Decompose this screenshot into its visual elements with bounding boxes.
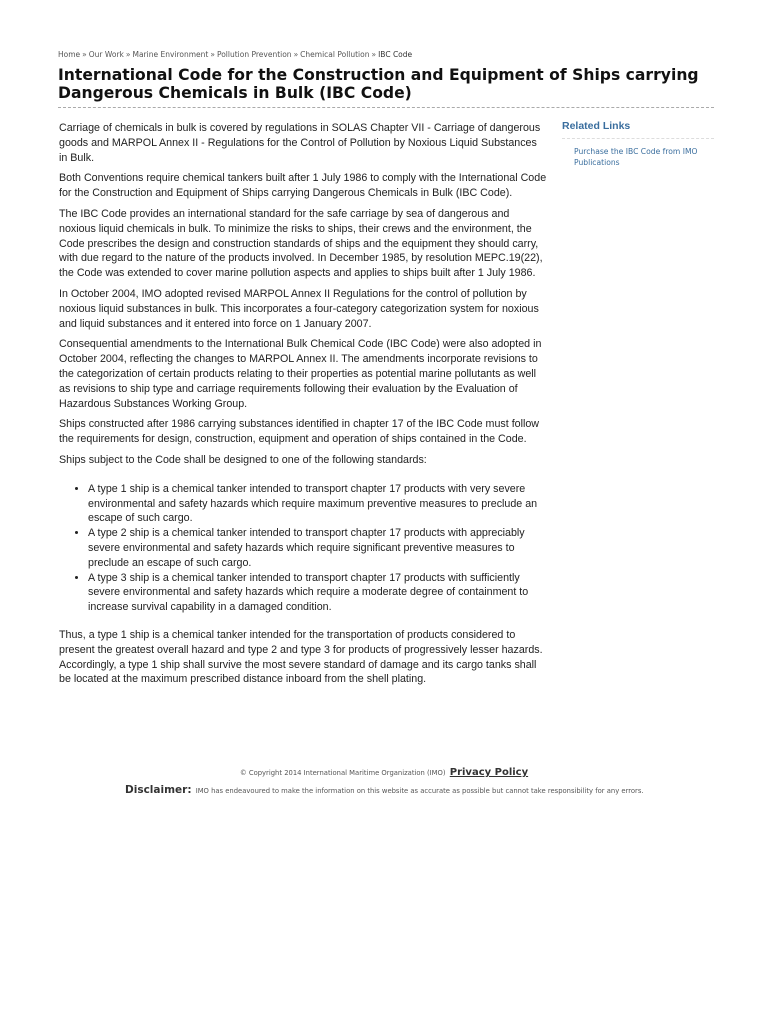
breadcrumb-link-chemical-pollution[interactable]: Chemical Pollution [300, 50, 370, 59]
privacy-policy-link[interactable]: Privacy Policy [449, 767, 529, 778]
breadcrumb-separator: » [82, 50, 87, 59]
breadcrumb-link-our-work[interactable]: Our Work [88, 50, 124, 59]
related-link-purchase-ibc-code[interactable]: Purchase the IBC Code from IMO Publications [574, 147, 698, 167]
ship-type-list [59, 482, 547, 615]
related-links-heading: Related Links [562, 120, 714, 139]
main-content [59, 121, 547, 693]
breadcrumb [58, 50, 412, 59]
paragraph: Both Conventions require chemical tankers built after 1 July 1986 to comply with the International Code for the Construction and Equipment of Ships carrying Dangerous Chemicals in Bulk (IBC Code). [59, 172, 547, 200]
breadcrumb-current: IBC Code [378, 50, 413, 59]
breadcrumb-separator: » [371, 50, 377, 59]
list-item: • A type 2 ship is a chemical tanker intended to transport chapter 17 products with appreciably severe environmental and safety hazards which require significant preventive measures to preclude an escape of such cargo. [88, 526, 547, 570]
footer-copyright [0, 767, 768, 778]
paragraph: Ships constructed after 1986 carrying substances identified in chapter 17 of the IBC Code must follow the requirements for design, construction, equipment and operation of ships contained in the Code. [59, 418, 540, 446]
copyright-text: © Copyright 2014 International Maritime Organization (IMO) [239, 769, 446, 777]
paragraph: The IBC Code provides an international standard for the safe carriage by sea of dangerous and noxious liquid chemicals in bulk. To minimize the risks to ships, their crews and the environment, the Code prescribes the design and construction standards of ships and the equipment they should carry, with due regard to the nature of the products involved. In December 1985, by resolution MEPC.19(22), the Code was extended to cover marine pollution aspects and applies to ships built after 1 July 1986. [59, 207, 543, 280]
page-title: International Code for the Construction and Equipment of Ships carrying Dangerous Chemicals in Bulk (IBC Code) [58, 66, 699, 102]
list-item: • A type 1 ship is a chemical tanker intended to transport chapter 17 products with very severe environmental and safety hazards which require maximum preventive measures to preclude an escape of such cargo. [88, 482, 547, 526]
disclaimer-text: IMO has endeavoured to make the information on this website as accurate as possible but cannot take responsibility for any errors. [195, 787, 644, 795]
related-links-sidebar [562, 120, 714, 168]
breadcrumb-separator: » [210, 50, 215, 59]
paragraph: Ships subject to the Code shall be designed to one of the following standards: [59, 453, 427, 466]
breadcrumb-separator: » [125, 50, 131, 59]
breadcrumb-separator: » [293, 50, 299, 59]
list-item: • A type 3 ship is a chemical tanker intended to transport chapter 17 products with sufficiently severe environmental and safety hazards which require a moderate degree of containment to increase survival capability in a damaged condition. [88, 571, 547, 615]
paragraph-closing: Thus, a type 1 ship is a chemical tanker intended for the transportation of products considered to present the greatest overall hazard and type 2 and type 3 for products of progressively lesser hazards. Accordingly, a type 1 ship shall survive the most severe standard of damage and its cargo tanks shall be located at the maximum prescribed distance inboard from the shell plating. [59, 628, 543, 686]
paragraph: In October 2004, IMO adopted revised MARPOL Annex II Regulations for the control of pollution by noxious liquid substances in bulk. This incorporates a four-category categorization system for noxious and liquid substances and it entered into force on 1 January 2007. [59, 287, 539, 330]
breadcrumb-link-marine-environment[interactable]: Marine Environment [132, 50, 209, 59]
disclaimer-label: Disclaimer: [125, 784, 192, 796]
footer-disclaimer [125, 784, 765, 796]
breadcrumb-link-pollution-prevention[interactable]: Pollution Prevention [216, 50, 292, 59]
paragraph: Carriage of chemicals in bulk is covered by regulations in SOLAS Chapter VII - Carriage of dangerous goods and MARPOL Annex II - Regulations for the Control of Pollution by Noxious Liquid Substances in Bulk. [59, 122, 541, 164]
breadcrumb-link-home[interactable]: Home [58, 50, 81, 59]
paragraph: Consequential amendments to the International Bulk Chemical Code (IBC Code) were also adopted in October 2004, reflecting the changes to MARPOL Annex II. The amendments incorporate revisions to the categorization of certain products relating to their properties as potential marine pollutants as well as revisions to ship type and carriage requirements following their evaluation by the Evaluation of Hazardous Substances Working Group. [59, 338, 542, 410]
title-divider [58, 107, 714, 108]
